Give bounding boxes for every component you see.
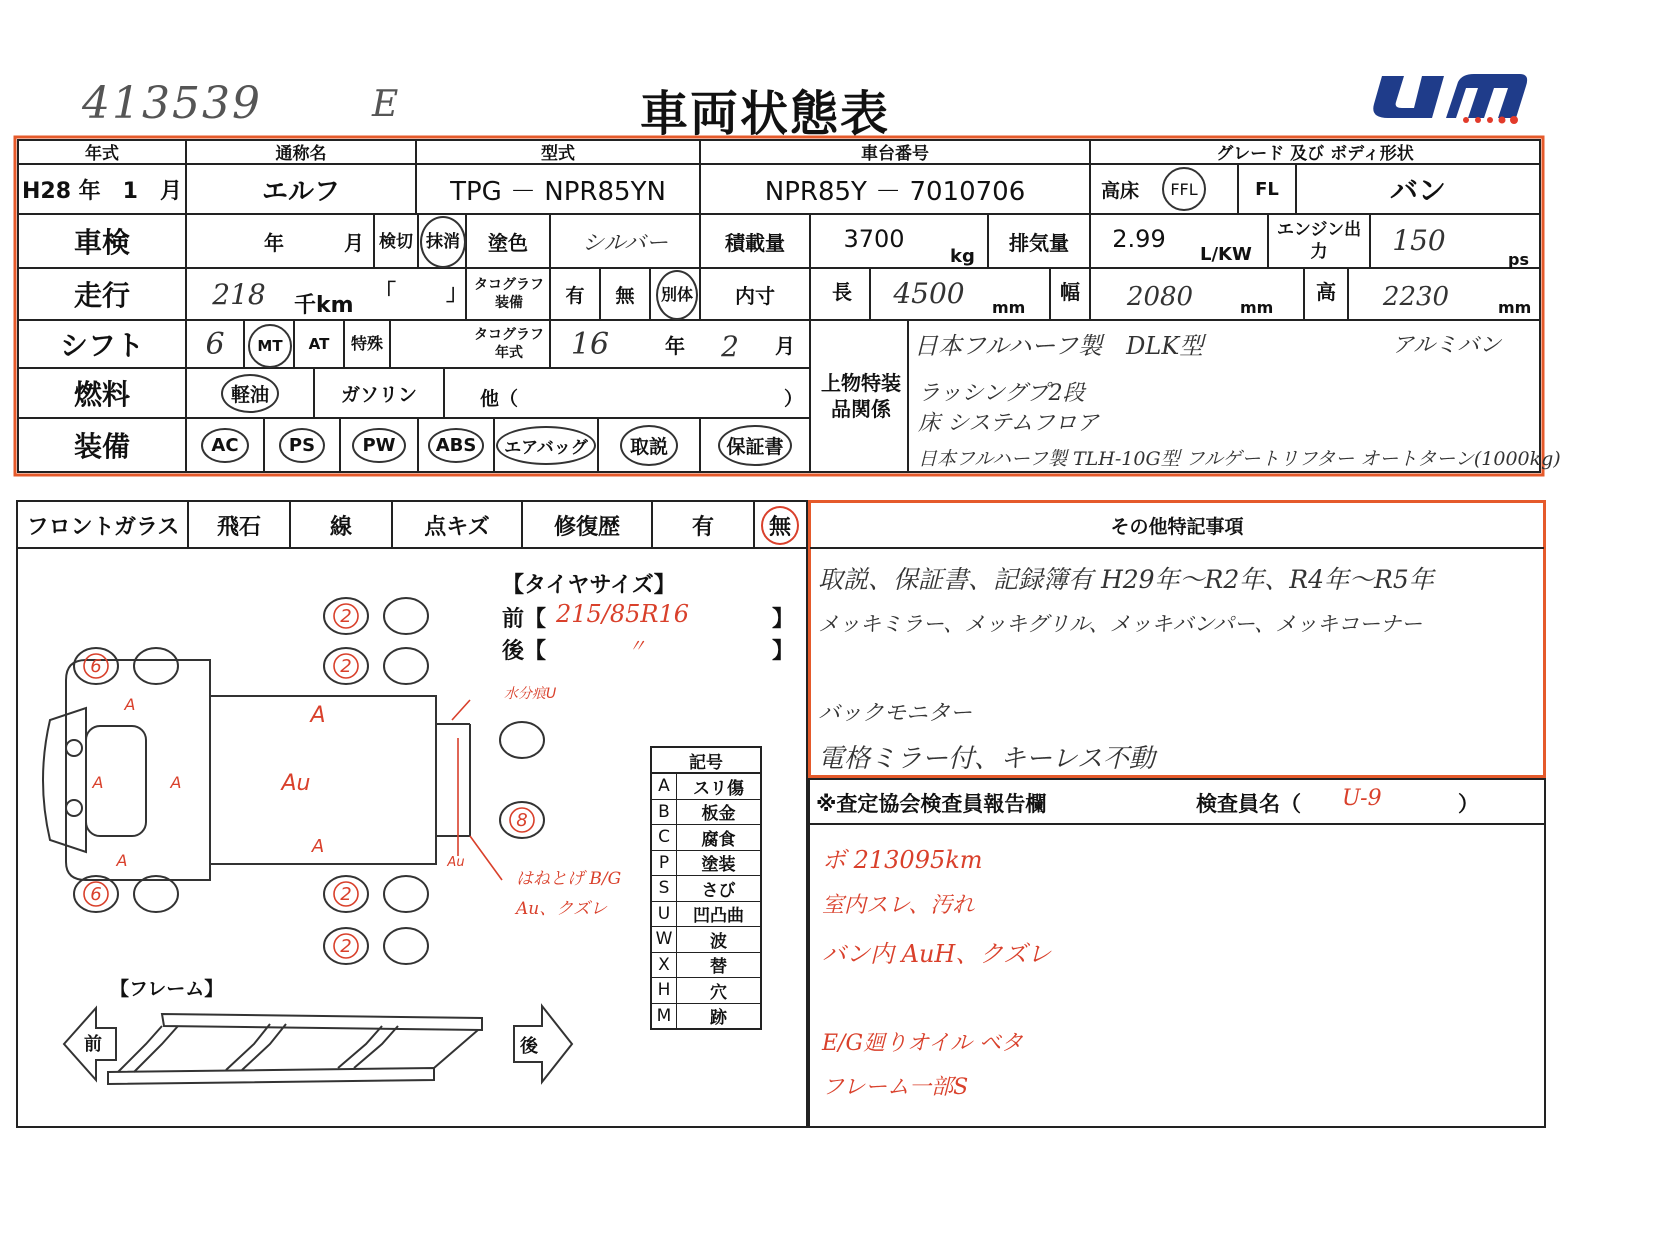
displacement-unit: L/KW xyxy=(1200,244,1252,265)
ps-circle: PS xyxy=(279,428,325,463)
bracket-close: 」 xyxy=(446,281,469,306)
upper-line-4: 日本フルハーフ製 TLH-10G型 フルゲートリフター オートターン(1000kg) xyxy=(918,448,1561,470)
mileage-value: 218 xyxy=(212,277,266,311)
tacho-year: 16 xyxy=(570,326,610,362)
legend-meaning: 板金 xyxy=(701,804,736,825)
note-door: はねとげ B/G Au、クズレ xyxy=(516,869,622,919)
frame-front-arrow: 前 xyxy=(84,1034,102,1055)
legend-code: H xyxy=(652,978,677,1003)
legend-row xyxy=(652,927,760,953)
length-label: 長 xyxy=(832,279,852,304)
length-value: 4500 xyxy=(893,276,965,310)
height-unit: mm xyxy=(1498,298,1532,317)
legend-meaning: 凹凸曲 xyxy=(693,906,744,927)
ffl-circle: FFL xyxy=(1162,167,1206,211)
grade-mark: E xyxy=(372,84,399,125)
legend-row xyxy=(652,851,760,877)
equip-label: 装備 xyxy=(73,430,130,463)
upper-label: 上物特装品関係 xyxy=(821,371,901,421)
tire-mark-4: 6 xyxy=(90,884,102,905)
grade-takayuka: 高床 xyxy=(1100,179,1139,202)
legend-code: B xyxy=(652,800,677,825)
legend-row xyxy=(652,1004,760,1029)
tire-heading: 【タイヤサイズ】 xyxy=(502,573,676,598)
legend-code: P xyxy=(652,851,677,876)
report-line-3: バン内 AuH、クズレ xyxy=(822,940,1052,968)
legend-row xyxy=(652,800,760,826)
shift-mt: MT xyxy=(248,324,292,368)
legend-meaning: 替 xyxy=(710,957,727,978)
legend-meaning: 穴 xyxy=(710,982,727,1003)
bracket-open: 「 xyxy=(374,281,397,306)
equip-ps xyxy=(264,418,340,472)
width-unit: mm xyxy=(1240,298,1274,317)
tacho-month: 2 xyxy=(721,329,739,363)
tacho-no: 無 xyxy=(615,284,635,307)
chassis-label: 車台番号 xyxy=(861,143,929,164)
mark-au-2: Au xyxy=(447,855,465,870)
chassis-value: NPR85Y － 7010706 xyxy=(764,176,1026,207)
color-label: 塗色 xyxy=(488,230,528,255)
shift-at: AT xyxy=(308,335,330,353)
model-label: 型式 xyxy=(541,143,575,164)
mark-a-3: A xyxy=(92,773,104,792)
equip-abs xyxy=(418,418,494,472)
shift-special: 特殊 xyxy=(350,334,383,353)
legend-meaning: さび xyxy=(701,880,736,901)
repair-no xyxy=(754,502,806,548)
height-label: 高 xyxy=(1316,279,1336,304)
shaken-year: 年 xyxy=(264,230,284,255)
load-label: 積載量 xyxy=(725,230,785,255)
report-line-1: ボ 213095km xyxy=(822,846,983,874)
tire-mark-6: 2 xyxy=(340,936,352,957)
width-label: 幅 xyxy=(1060,279,1080,304)
width-value: 2080 xyxy=(1126,282,1194,312)
tacho-year-label: タコグラフ年式 xyxy=(474,327,544,361)
mark-a-2: A xyxy=(310,703,326,728)
inspector-close: ） xyxy=(1458,792,1479,816)
warranty-circle: 保証書 xyxy=(718,425,791,466)
equip-warranty xyxy=(700,418,810,472)
equip-airbag xyxy=(494,418,598,472)
legend-row xyxy=(652,774,760,800)
mark-a-1: A xyxy=(124,695,136,714)
notes-line-4: 電格ミラー付、キーレス不動 xyxy=(818,744,1155,774)
notes-line-1: 取説、保証書、記録簿有 H29年～R2年、R4年～R5年 xyxy=(818,565,1434,594)
legend-row xyxy=(652,953,760,979)
legend-code: S xyxy=(652,876,677,901)
repair-no-circle: 無 xyxy=(761,506,799,545)
tacho-label: タコグラフ装備 xyxy=(474,277,544,311)
glass-label: フロントガラス xyxy=(26,514,180,540)
legend-meaning: 跡 xyxy=(710,1008,727,1029)
report-title: ※査定協会検査員報告欄 xyxy=(816,792,1047,816)
fuel-diesel xyxy=(186,368,314,418)
load-unit: kg xyxy=(950,246,975,267)
equip-manual xyxy=(598,418,700,472)
legend-code: X xyxy=(652,953,677,978)
legend-code: A xyxy=(652,774,677,799)
stock-number: 413539 xyxy=(82,78,262,129)
body-type: バン xyxy=(1389,174,1446,207)
upper-line-1: 日本フルハーフ製 DLK型 xyxy=(914,332,1204,360)
page-title: 車両状態表 xyxy=(640,86,891,142)
airbag-circle: エアバッグ xyxy=(496,426,596,465)
ac-circle: AC xyxy=(201,428,248,463)
grade-fl: FL xyxy=(1255,178,1279,200)
tacho-separate: 別体 xyxy=(656,270,698,320)
legend-row xyxy=(652,978,760,1004)
repair-yes: 有 xyxy=(691,514,714,540)
legend-code: W xyxy=(652,927,677,952)
name-label: 通称名 xyxy=(275,143,327,164)
tire-mark-3: 6 xyxy=(90,656,102,677)
fuel-label: 燃料 xyxy=(73,378,130,411)
tire-rear-close: 】 xyxy=(772,639,795,664)
year-value: H28 年 1 月 xyxy=(22,178,182,204)
frame-rear-arrow: 後 xyxy=(520,1036,538,1057)
tire-mark-7: 8 xyxy=(516,810,528,831)
legend-meaning: 腐食 xyxy=(701,829,736,850)
length-unit: mm xyxy=(992,298,1026,317)
notes-title: その他特記事項 xyxy=(1110,515,1244,538)
engine-value: 150 xyxy=(1392,223,1446,257)
mark-au: Au xyxy=(281,771,311,796)
displacement-value: 2.99 xyxy=(1112,225,1166,253)
masshou: 抹消 xyxy=(420,216,466,268)
report-line-5: フレーム一部S xyxy=(822,1075,969,1100)
legend-code: U xyxy=(652,902,677,927)
report-line-4: E/G廻りオイル ベタ xyxy=(822,1031,1023,1056)
tire-mark-1: 2 xyxy=(340,606,352,627)
abs-circle: ABS xyxy=(428,428,485,463)
tire-front-close: 】 xyxy=(772,607,795,632)
fuel-gasoline: ガソリン xyxy=(340,383,417,406)
grade-label: グレード 及び ボディ形状 xyxy=(1216,143,1414,164)
upper-line-2: ラッシングプ2段 xyxy=(918,381,1085,406)
height-value: 2230 xyxy=(1382,282,1450,312)
frame-label: 【フレーム】 xyxy=(110,978,224,1000)
grade-ffl xyxy=(1154,164,1214,214)
repair-label: 修復歴 xyxy=(553,514,620,540)
tire-front-label: 前【 xyxy=(502,607,547,632)
color-value: シルバー xyxy=(582,230,668,256)
mileage-label: 走行 xyxy=(73,279,130,312)
glass-chip: 飛石 xyxy=(216,514,261,540)
load-value: 3700 xyxy=(843,225,905,253)
kengiri: 検切 xyxy=(379,232,413,252)
legend-table xyxy=(650,746,762,1030)
fuel-other: 他（ ） xyxy=(480,388,804,410)
note-water: 水分痕U xyxy=(504,686,557,702)
notes-line-3: バックモニター xyxy=(818,701,973,726)
truck-diagram xyxy=(26,590,586,957)
upper-line-3: 床 システムフロア xyxy=(918,411,1099,436)
inspector-label: 検査員名（ xyxy=(1196,792,1301,816)
displacement-label: 排気量 xyxy=(1009,230,1069,255)
legend-code: M xyxy=(652,1004,677,1029)
inspector-value: U-9 xyxy=(1342,786,1382,811)
notes-line-2: メッキミラー、メッキグリル、メッキバンパー、メッキコーナー xyxy=(818,612,1423,636)
equip-pw xyxy=(340,418,418,472)
tacho-year-word: 年 xyxy=(665,333,685,358)
legend-row xyxy=(652,825,760,851)
mark-a-6: A xyxy=(116,851,128,870)
tacho-yes: 有 xyxy=(565,284,585,307)
legend-row xyxy=(652,902,760,928)
brand-logo xyxy=(1370,62,1530,124)
mileage-unit: 千km xyxy=(294,293,354,318)
legend-meaning: 波 xyxy=(710,931,727,952)
legend-row xyxy=(652,876,760,902)
shaken-label: 車検 xyxy=(73,226,130,259)
mark-a-5: A xyxy=(311,836,325,857)
engine-unit: ps xyxy=(1508,250,1529,269)
shift-value: 6 xyxy=(205,326,225,362)
legend-meaning: スリ傷 xyxy=(693,778,744,799)
legend-meaning: 塗装 xyxy=(701,855,736,876)
model-value: TPG － NPR85YN xyxy=(450,176,666,207)
notes-box xyxy=(808,500,1546,778)
report-box xyxy=(808,778,1546,1128)
diesel-circle: 軽油 xyxy=(221,374,279,413)
inspection-panel xyxy=(16,500,808,1128)
tire-mark-2: 2 xyxy=(340,656,352,677)
inner-label: 内寸 xyxy=(735,283,775,308)
engine-label: エンジン出力 xyxy=(1276,220,1362,262)
mark-a-4: A xyxy=(170,773,182,792)
glass-line: 線 xyxy=(329,514,352,540)
tire-rear-value: 〃 xyxy=(628,636,646,657)
equip-ac xyxy=(186,418,264,472)
frame-diagram xyxy=(58,994,578,1104)
upper-extra: アルミバン xyxy=(1392,333,1502,358)
spec-table xyxy=(14,136,1561,476)
tire-mark-5: 2 xyxy=(340,884,352,905)
pw-circle: PW xyxy=(352,428,405,463)
legend-code: C xyxy=(652,825,677,850)
manual-circle: 取説 xyxy=(620,425,678,466)
report-line-2: 室内スレ、汚れ xyxy=(822,893,975,918)
glass-point: 点キズ xyxy=(424,514,490,540)
shift-label: シフト xyxy=(59,329,144,362)
year-label: 年式 xyxy=(85,143,119,164)
shaken-month: 月 xyxy=(344,230,364,255)
tire-front-value: 215/85R16 xyxy=(556,600,690,628)
legend-title: 記号 xyxy=(652,748,760,774)
name-value: エルフ xyxy=(261,176,340,207)
tacho-month-word: 月 xyxy=(775,333,795,358)
tire-rear-label: 後【 xyxy=(502,639,547,664)
